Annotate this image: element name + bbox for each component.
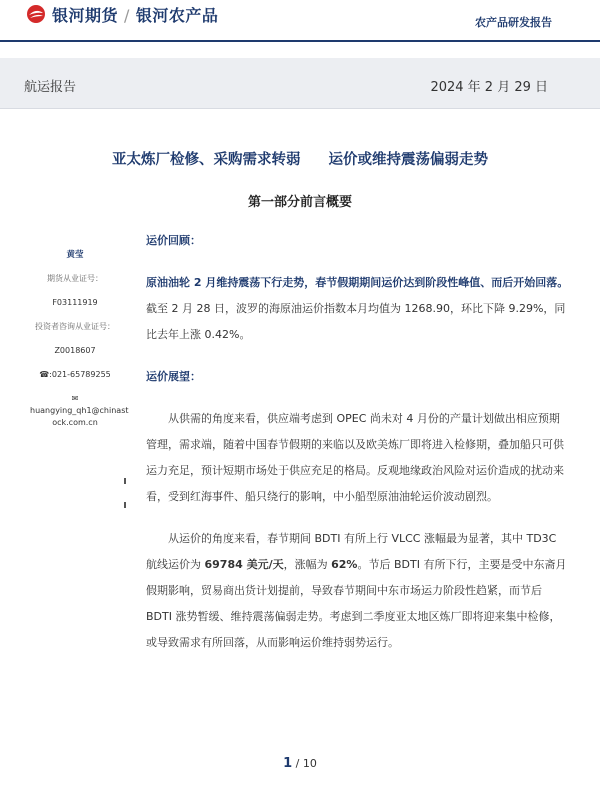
- title-part-1: 亚太炼厂检修、采购需求转弱: [112, 152, 301, 168]
- margin-marks: [124, 478, 126, 514]
- galaxy-logo-icon: [26, 4, 46, 24]
- report-date: 2024 年 2 月 29 日: [430, 80, 548, 95]
- brand-main: 银河期货: [52, 6, 119, 25]
- advisor-license-label: 投资者咨询从业证号：: [35, 322, 115, 331]
- outlook-paragraph-2: [146, 526, 570, 656]
- analyst-email-part-1: ✉huangying_qh1@chinast: [30, 394, 129, 415]
- report-header: [0, 0, 600, 48]
- report-body: [146, 228, 570, 656]
- report-title: [0, 148, 600, 169]
- td3c-rate: 69784 美元/天: [204, 558, 284, 571]
- brand-sub: 银河农产品: [135, 6, 219, 25]
- page-footer: [0, 756, 600, 771]
- section-label: 航运报告: [24, 80, 77, 95]
- review-text: 截至 2 月 28 日，波罗的海原油运价指数本月均值为 1268.90，环比下降 9.29%，同比去年上涨 0.42%。: [146, 302, 566, 341]
- analyst-name: 黄莹: [66, 250, 84, 260]
- total-pages: / 10: [295, 757, 317, 770]
- advisor-license-number: Z0018607: [54, 346, 96, 355]
- analyst-phone: ☎:021-65789255: [39, 370, 111, 379]
- td3c-change: 62%: [331, 558, 358, 571]
- title-part-2: 运价或维持震荡偏弱走势: [328, 152, 488, 168]
- outlook-text-b: ，涨幅为: [283, 558, 332, 571]
- review-paragraph: [146, 270, 570, 348]
- outlook-text-a: 从运价的角度来看，春节期间 BDTI 有所上行 VLCC 涨幅最为显著，其中 TD3C 航线运价为: [146, 532, 557, 571]
- futures-license-label: 期货从业证号：: [47, 274, 103, 283]
- analyst-sidebar: [30, 249, 129, 429]
- brand-title: [52, 3, 218, 26]
- futures-license-number: F03111919: [52, 298, 98, 307]
- current-page-number: 1: [283, 756, 293, 771]
- outlook-paragraph-1: 从供需的角度来看，供应端考虑到 OPEC 尚未对 4 月份的产量计划做出相应预期管理，需求端，随着中国春节假期的来临以及欧美炼厂即将进入检修期，叠加船只可供运力充足，预计短期市场处于供应充足的格局。反观地缘政治风险对运价造成的扰动来看，受到红海事件、船只绕行的影响，中小船型原油油轮运价波动剧烈。: [146, 412, 564, 503]
- review-heading: 运价回顾：: [146, 234, 201, 247]
- analyst-email[interactable]: [30, 393, 129, 429]
- section-bar: [0, 58, 600, 109]
- part-heading: 第一部分前言概要: [247, 195, 352, 210]
- outlook-text-c: 。节后 BDTI 有所下行，主要是受中东斋月假期影响，贸易商出货计划提前，导致春节期间中东市场运力阶段性趋紧，而节后 BDTI 涨势暂缓、维持震荡偏弱走势。考虑到二季度亚太地区炼厂即将迎来集中检修，或导致需求有所回落，从而影响运价维持弱势运行。: [146, 558, 567, 649]
- header-rule: [0, 40, 600, 42]
- report-type: 农产品研发报告: [475, 16, 552, 29]
- outlook-heading: 运价展望：: [146, 370, 201, 383]
- analyst-email-part-2: ock.com.cn: [52, 418, 98, 427]
- brand-separator: /: [124, 6, 130, 25]
- review-lead: 原油油轮 2 月维持震荡下行走势，春节假期期间运价达到阶段性峰值、而后开始回落。: [146, 276, 569, 289]
